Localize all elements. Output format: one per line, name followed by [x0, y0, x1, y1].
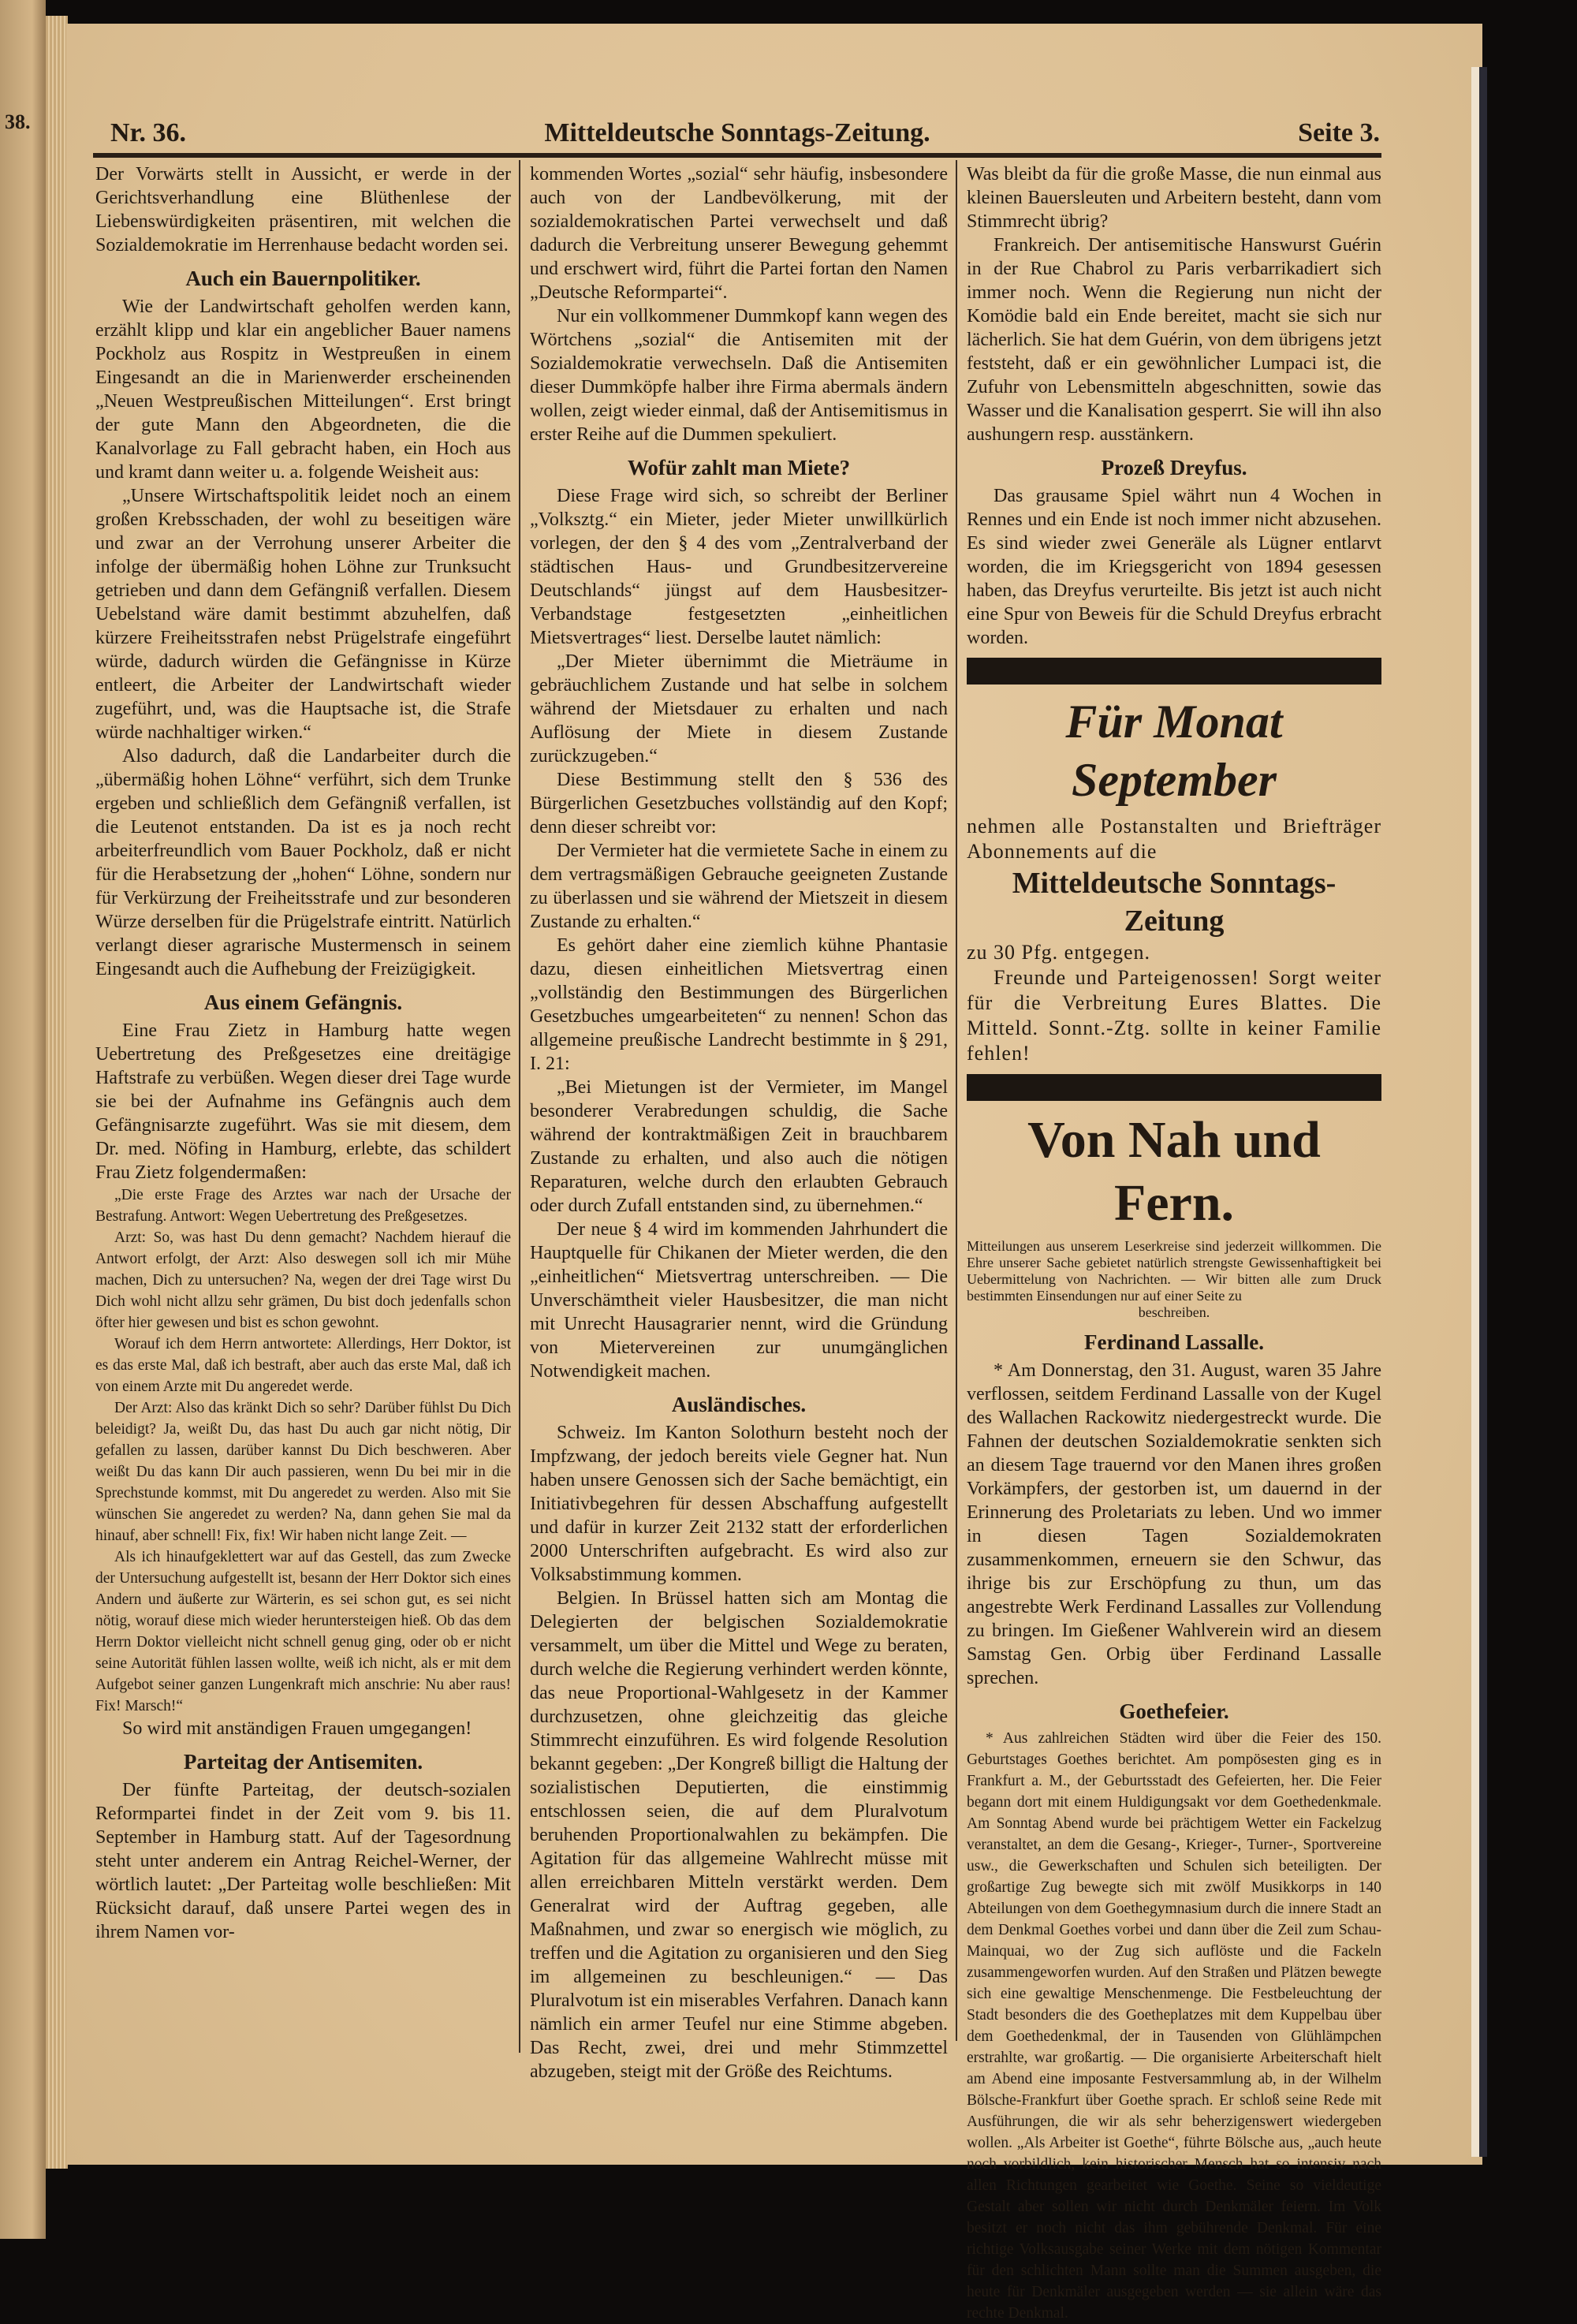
quote-paragraph: Als ich hinaufgeklettert war auf das Gestell, das zum Zwecke der Untersuchung aufgestellt ist, besann der Herr Doktor sich eines Andern und äußerte zur Wärterin, es sei schon gut, es sei nicht nötig, worauf diese mich wieder heruntersteigen hieß. Ob das dem Herrn Doktor vielleicht nicht schnell genug ging, oder ob er nicht seine Autorität fühlen lassen wollte, weiß ich nicht, als er mit dem Aufgebot seiner ganzen Lungenkraft mich anschrie: Nu aber raus! Fix! Marsch!“	[95, 1549, 511, 1714]
quote-paragraph: Worauf ich dem Herrn antwortete: Allerdings, Herr Doktor, ist es das erste Mal, daß ich bestraft, aber auch das erste Mal, daß ich von einem Arzte mit Du angeredet werde.	[95, 1336, 511, 1395]
paragraph: Diese Frage wird sich, so schreibt der Berliner „Volksztg.“ ein Mieter, jeder Mieter unwillkürlich vorlegen, der den § 4 des vom „Zentralverband der städtischen Haus- und Grundbesitzervereine Deutschlands“ jüngst auf dem Hausbesitzer-Verbandstage festgesetzten „einheitlichen Mietsvertrages“ liest. Derselbe lautet nämlich:	[530, 486, 948, 648]
article-heading: Wofür zahlt man Miete?	[627, 456, 851, 479]
column-divider	[519, 160, 520, 2053]
article-heading: Auch ein Bauernpolitiker.	[185, 267, 421, 290]
black-rule	[967, 1074, 1381, 1101]
article-heading: Prozeß Dreyfus.	[1101, 456, 1247, 479]
paragraph: * Am Donnerstag, den 31. August, waren 35 Jahre verflossen, seitdem Ferdinand Lassalle von der Kugel des Wallachen Rackowitz niedergestreckt wurde. Die Fahnen der deutschen Sozialdemokratie senkten sich an diesem Tage trauernd vor den Manen ihres großen Vorkämpfers, der gestorben ist, um dauernd in der Erinnerung des Proletariats zu leben. Und wo immer in diesen Tagen Sozialdemokraten zusammenkommen, erneuern sie den Schwur, das ihrige bis zur Erschöpfung zu thun, um das angestrebte Werk Ferdinand Lassalles zur Vollendung zu bringen. Im Gießener Wahlverein wird an diesem Samstag Gen. Orbig über Ferdinand Lassalle sprechen.	[967, 1360, 1381, 1688]
paragraph: Belgien. In Brüssel hatten sich am Montag die Delegierten der belgischen Sozialdemokratie versammelt, um über die Mittel und Wege zu beraten, durch welche die Regierung verhindert werden könnte, das neue Proportional-Wahlgesetz in der Kammer durchzusetzen, ohne gleichzeitig das gleiche Stimmrecht einzuführen. Es wird folgende Resolution bekannt gegeben: „Der Kongreß billigt die Haltung der sozialistischen Deputierten, die einstimmig entschlossen seien, die auf dem Pluralvotum beruhenden Proportionalwahlen zu bekämpfen. Die Agitation für das allgemeine Wahlrecht müsse mit allen erreichbaren Mitteln verstärkt werden. Dem Generalrat wird der Auftrag gegeben, alle Maßnahmen, und zwar so energisch wie möglich, zu treffen und die Agitation zu organisieren und den Sieg im allgemeinen zu beschleunigen.“ — Das Pluralvotum ist ein miserables Verfahren. Danach kann nämlich ein armer Teufel nur eine Stimme abgeben. Das Recht, zwei, drei und mehr Stimmzettel abzugeben, steigt mit der Größe des Reichtums.	[530, 1588, 948, 2082]
book-binding	[1479, 67, 1487, 2157]
paragraph: Was bleibt da für die große Masse, die nun einmal aus kleinen Bauersleuten und Arbeitern besteht, dann vom Stimmrecht übrig?	[967, 164, 1381, 232]
paragraph: „Bei Mietungen ist der Vermieter, im Mangel besonderer Verabredungen schuldig, die Sache während der kontraktmäßigen Zeit in brauchbarem Zustande zu erhalten, und also auch die nötigen Reparaturen, welche durch den erlaubten Gebrauch oder durch Zufall entstanden sind, zu übernehmen.“	[530, 1077, 948, 1216]
issue-number: Nr. 36.	[110, 118, 187, 147]
paragraph: Es gehört daher eine ziemlich kühne Phantasie dazu, diesen einheitlichen Mietsvertrag einen „vollständig den Bestimmungen des Bürgerlichen Gesetzbuches umgearbeiteten“ zu nennen! Schon das allgemeine preußische Landrecht bestimmte in § 291, I. 21:	[530, 935, 948, 1074]
goethe-report	[967, 1728, 1381, 2324]
paragraph: Das grausame Spiel währt nun 4 Wochen in Rennes und ein Ende ist noch immer nicht abzusehen. Es sind wieder zwei Generäle als Lügner entlarvt worden, die im Kriegsgericht von 1894 gesessen haben, das Dreyfus verurteilte. Bis jetzt ist auch nicht eine Spur von Beweis für die Schuld Dreyfus erbracht worden.	[967, 486, 1381, 648]
column-divider	[956, 160, 957, 2041]
notice-text-end: beschreiben.	[1138, 1304, 1210, 1320]
paragraph: Der Vorwärts stellt in Aussicht, er werde in der Gerichtsverhandlung eine Blüthenlese der Liebenswürdigkeiten präsentiren, mit welchen die Sozialdemokratie im Herrenhause bedacht worden sei.	[95, 164, 511, 256]
paragraph: Also dadurch, daß die Landarbeiter durch die „übermäßig hohen Löhne“ verführt, sich dem Trunke ergeben und schließlich dem Gefängniß verfallen, ist die Leutenot entstanden. Da ist es ja noch recht arbeiterfreundlich vom Bauer Pockholz, daß er nicht für die Herabsetzung der „hohen“ Löhne, sondern nur für Verkürzung der Freiheitsstrafe und zur besonderen Würze derselben für die Prügelstrafe eintritt. Natürlich verlangt dieser agrarische Mustermensch in seinem Eingesandt auch die Aufhebung der Freizügigkeit.	[95, 746, 511, 979]
paragraph: Eine Frau Zietz in Hamburg hatte wegen Uebertretung des Preßgesetzes eine dreitägige Haftstrafe zu verbüßen. Wegen dieser drei Tage wurde sie bei der Aufnahme ins Gefängnis auch dem Gefängnisarzte zugeführt. Was sie mit diesem, dem Dr. med. Nöfing in Hamburg, erlebte, das schildert Frau Zietz folgendermaßen:	[95, 1020, 511, 1183]
paragraph: Der fünfte Parteitag, der deutsch-sozialen Reformpartei findet in der Zeit vom 9. bis 11. September in Hamburg statt. Auf der Tagesordnung steht unter anderem ein Antrag Reichel-Werner, der wörtlich lautet: „Der Parteitag wolle beschließen: Mit Rücksicht darauf, daß unsere Partei wegen des in ihrem Namen vor-	[95, 1780, 511, 1942]
ad-appeal: Freunde und Parteigenossen! Sorgt weiter für die Verbreitung Eures Blattes. Die Mitteld. Sonnt.-Ztg. sollte in keiner Familie fehlen!	[967, 966, 1381, 1065]
paragraph: Der Vermieter hat die vermietete Sache in einem zu dem vertragsmäßigen Gebrauche geeigneten Zustande zu überlassen und sie während der Mietszeit in diesem Zustande zu erhalten.“	[530, 841, 948, 932]
paragraph: Frankreich. Der antisemitische Hanswurst Guérin in der Rue Chabrol zu Paris verbarrikadiert sich immer noch. Wenn die Regierung nun nicht der Komödie bald ein Ende bereitet, macht sie sich nur lächerlich. Sie hat dem Guérin, von dem übrigens jetzt feststeht, daß er ein gewöhnlicher Lumpaci ist, die Zufuhr von Lebensmitteln abgeschnitten, sowie das Wasser und die Kanalisation gesperrt. Sie will ihn also aushungern resp. ausstänkern.	[967, 235, 1381, 445]
paragraph: „Unsere Wirtschaftspolitik leidet noch an einem großen Krebsschaden, der wohl zu beseitigen wäre und zwar an der Verrohung unserer Arbeiter die infolge der übermäßig hohen Löhne zur Trunksucht getrieben und dann dem Gefängniß verfallen. Diesem Uebelstand wäre damit bestimmt abzuhelfen, daß kürzere Freiheitsstrafen nebst Prügelstrafe eingeführt würde, dadurch würden die Gefängnisse in Kürze entleert, die Arbeiter der Landwirtschaft wieder zugeführt, und, was die Hauptsache ist, die Strafe würde nachhaltiger wirken.“	[95, 486, 511, 743]
paragraph: * Aus zahlreichen Städten wird über die Feier des 150. Geburtstages Goethes berichtet. Am pompösesten ging es in Frankfurt a. M., der Geburtsstadt des Gefeierten, her. Die Feier begann dort mit einem Huldigungsakt vor dem Goethedenkmale. Am Sonntag Abend wurde bei prächtigem Wetter ein Fackelzug veranstaltet, an dem die Gesang-, Krieger-, Turner-, Sportvereine usw., die Gewerkschaften und Schulen sich beteiligten. Der großartige Zug bewegte sich mit zwölf Musikkorps in 140 Abteilungen von dem Goethegymnasium durch die innere Stadt an dem Denkmal Goethes vorbei und dann über die Zeil zum Schau-Mainquai, wo der Zug sich auflöste und die Fackeln zusammengeworfen wurden. Auf den Straßen und Plätzen bewegte sich eine gewaltige Menschenmenge. Die Festbeleuchtung der Stadt besonders die des Goetheplatzes mit dem Kuppelbau über dem Goethedenkmal, der in Tausenden von Glühlämpchen erstrahlte, war großartig. — Die organisierte Arbeiterschaft hielt am Abend eine imposante Festversammlung ab, in der Wilhelm Bölsche-Frankfurt über Goethe sprach. Er schloß seine Rede mit Ausführungen, die wir als sehr beherzigenswert wiedergeben wollen. „Als Arbeiter ist Goethe“, führte Bölsche aus, „auch heute noch vorbildlich, kein historischer Mensch hat so intensiv nach allen Richtungen gearbeitet wie Goethe. Seine so vieldeutige Gestalt aber sollen wir nicht durch Denkmäler feiern. Im Volk besitzt er noch nicht das ihm gebührende Denkmal. Für eine richtige Volksausgabe seiner Werke mit dem nötigen Kommentar für den schlichten Mann sollte man die Summen ausgeben, die heute für Denkmäler ausgegeben werden — sie allein wäre das rechte Denkmal.	[967, 1730, 1381, 2322]
article-heading: Ferdinand Lassalle.	[1083, 1330, 1265, 1354]
page-number: Seite 3.	[1298, 118, 1380, 147]
black-rule	[967, 658, 1381, 685]
column-2	[530, 162, 948, 2082]
paragraph: Diese Bestimmung stellt den § 536 des Bürgerlichen Gesetzbuches vollständig auf den Kopf; denn dieser schreibt vor:	[530, 770, 948, 837]
paragraph: Wie der Landwirtschaft geholfen werden kann, erzählt klipp und klar ein angeblicher Bauer namens Pockholz aus Rospitz in Westpreußen in einem Eingesandt an die in Marienwerder erscheinenden „Neuen Westpreußischen Mitteilungen“. Erst bringt der gute Mann den Abgeordneten, die die Kanalvorlage zu Fall gebracht haben, ein Hoch aus und kramt dann weiter u. a. folgende Weisheit aus:	[95, 297, 511, 483]
notice-text: Mitteilungen aus unserem Leserkreise sind jederzeit willkommen. Die Ehre unserer Sache gebietet natürlich strengste Gewissenhaftigkeit bei Uebermittelung von Nachrichten. — Wir bitten alle zum Druck bestimmten Einsendungen nur auf einer Seite zu	[967, 1238, 1381, 1304]
column-1	[95, 162, 511, 2055]
quote-paragraph: Arzt: So, was hast Du denn gemacht? Nachdem hierauf die Antwort erfolgt, der Arzt: Also deswegen soll ich mir Mühe machen, Dich zu untersuchen? Na, wegen der drei Tage wirst Du Dich wohl nicht allzu sehr grämen, Du bist doch jedenfalls schon öfter hier gewesen und bist es schon gewohnt.	[95, 1229, 511, 1331]
facing-page-edge	[0, 0, 46, 2239]
quote-paragraph: „Die erste Frage des Arztes war nach der Ursache der Bestrafung. Antwort: Wegen Uebertretung des Preßgesetzes.	[95, 1187, 511, 1225]
paragraph: Der neue § 4 wird im kommenden Jahrhundert die Hauptquelle für Chikanen der Mieter werden, die den „einheitlichen“ Mietsvertrag unterschreiben. — Die Unverschämtheit vieler Hausbesitzer, die man nicht mit Unrecht Hausagrarier nennt, wird die Gründung von Mietervereinen zur unumgänglichen Notwendigkeit machen.	[530, 1219, 948, 1382]
article-heading: Ausländisches.	[671, 1393, 807, 1416]
article-heading: Aus einem Gefängnis.	[203, 990, 403, 1014]
quoted-report	[95, 1184, 511, 1717]
paragraph: Nur ein vollkommener Dummkopf kann wegen des Wörtchens „sozial“ die Antisemiten mit der Sozialdemokratie verwechseln. Daß die Antisemiten dieser Dummköpfe halber ihre Firma abermals ändern wollen, zeigt wieder einmal, daß der Antisemitismus in erster Reihe auf die Dummen spekuliert.	[530, 306, 948, 445]
paragraph: Schweiz. Im Kanton Solothurn besteht noch der Impfzwang, der jedoch bereits viele Gegner hat. Nun haben unsere Genossen sich der Sache bemächtigt, ein Initiativbegehren für dessen Abschaffung aufgestellt und dafür in kurzer Zeit 2132 statt der erforderlichen 2000 Unterschriften aufgebracht. Es wird also zur Volksabstimmung kommen.	[530, 1423, 948, 1585]
facing-page-number: 38.	[5, 110, 31, 133]
newspaper-title: Mitteldeutsche Sonntags-Zeitung.	[544, 118, 930, 147]
header-rule	[93, 153, 1381, 158]
paragraph: „Der Mieter übernimmt die Mieträume in gebräuchlichem Zustande und hat selbe in solchem während der Mietsdauer zu erhalten und nach Auflösung der Miete in diesem Zustande zurückzugeben.“	[530, 651, 948, 767]
paragraph: So wird mit anständigen Frauen umgegangen!	[122, 1718, 472, 1739]
quote-paragraph: Der Arzt: Also das kränkt Dich so sehr? Darüber fühlst Du Dich beleidigt? Ja, weißt Du, das hast Du auch gar nicht nötig, Dir gefallen zu lassen, darüber kannst Du Dich beschweren. Aber weißt Du das kann Dir auch passieren, wenn Du bei mir in die Sprechstunde kommst, mit Du angeredet zu werden. Also mit Sie wünschen Sie angeredet zu werden? Na, dann gehen Sie mal da hinauf, aber schnell! Fix, fix! Wir haben nicht lange Zeit. —	[95, 1400, 511, 1544]
article-heading: Goethefeier.	[1119, 1699, 1229, 1723]
column-3	[967, 162, 1381, 2322]
ad-text: nehmen alle Postanstalten und Briefträger Abonnements auf die	[967, 815, 1381, 863]
editorial-notice	[967, 1238, 1381, 1321]
paragraph: kommenden Wortes „sozial“ sehr häufig, insbesondere auch von der Landbevölkerung, mit der sozialdemokratischen Partei verwechselt und daß dadurch die Verbreitung unserer Bewegung gehemmt und erschwert wird, führt die Partei fortan den Namen „Deutsche Reformpartei“.	[530, 164, 948, 303]
ad-newspaper-name: Mitteldeutsche Sonntags-Zeitung	[1012, 867, 1337, 938]
page-stack-edges	[46, 16, 68, 2169]
subscription-advertisement	[967, 658, 1381, 1101]
ad-price: zu 30 Pfg. entgegen.	[967, 941, 1151, 964]
page-right-edge	[1471, 67, 1479, 2157]
section-heading: Von Nah und Fern.	[1027, 1111, 1321, 1232]
ad-title: Für Monat September	[1065, 696, 1283, 806]
article-heading: Parteitag der Antisemiten.	[183, 1750, 423, 1774]
